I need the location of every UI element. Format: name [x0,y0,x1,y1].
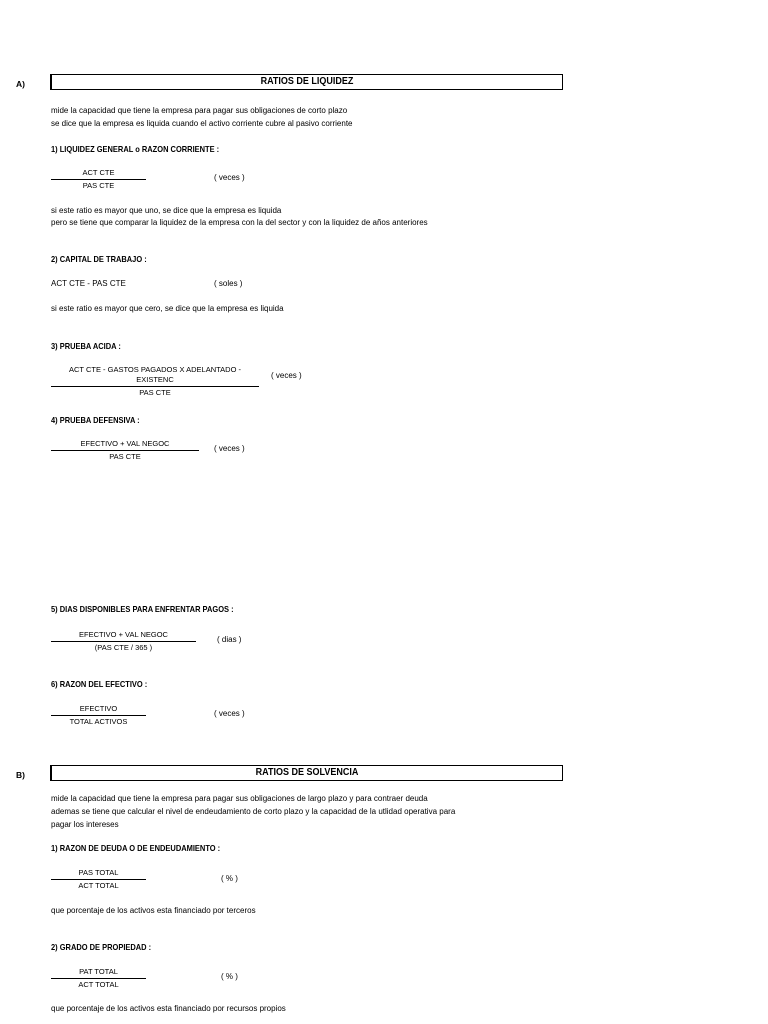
fraction-denominator: PAS CTE [109,452,141,461]
ratio-unit: ( % ) [221,874,238,883]
fraction-numerator: ACT CTE - GASTOS PAGADOS X ADELANTADO - EXISTENC [51,365,259,387]
ratio-heading: 5) DIAS DISPONIBLES PARA ENFRENTAR PAGOS : [51,604,234,614]
ratio-heading: 1) RAZON DE DEUDA O DE ENDEUDAMIENTO : [51,843,221,853]
ratio-unit: ( veces ) [271,371,302,380]
intro-line: mide la capacidad que tiene la empresa para pagar sus obligaciones de largo plazo y para contraer deuda [51,794,428,803]
ratio-fraction [51,168,146,191]
ratio-unit: ( % ) [221,972,238,981]
ratio-unit: ( soles ) [214,279,243,288]
ratio-heading: 1) LIQUIDEZ GENERAL o RAZON CORRIENTE : [51,144,220,154]
ratio-heading: 6) RAZON DEL EFECTIVO : [51,679,148,689]
fraction-denominator: TOTAL ACTIVOS [69,717,128,726]
ratio-heading: 2) CAPITAL DE TRABAJO : [51,254,147,264]
ratio-heading: 2) GRADO DE PROPIEDAD : [51,942,152,952]
fraction-denominator: ACT TOTAL [78,881,119,890]
ratio-note: pero se tiene que comparar la liquidez de la empresa con la del sector y con la liquidez de años anteriores [51,218,428,227]
fraction-denominator: ACT TOTAL [78,980,119,989]
intro-line: mide la capacidad que tiene la empresa para pagar sus obligaciones de corto plazo [51,106,348,115]
section-title-solvencia: RATIOS DE SOLVENCIA [255,767,359,778]
fraction-denominator: PAS CTE [82,181,115,190]
section-letter-b: B) [16,770,25,780]
fraction-numerator: PAT TOTAL [51,967,146,979]
fraction-numerator: EFECTIVO + VAL NEGOC [51,439,199,451]
ratio-unit: ( veces ) [214,444,245,453]
ratio-fraction [51,439,199,462]
fraction-denominator: (PAS CTE / 365 ) [94,643,153,652]
ratio-note: que porcentaje de los activos esta financiado por terceros [51,906,256,915]
ratio-fraction [51,365,259,398]
ratio-note: si este ratio es mayor que cero, se dice que la empresa es liquida [51,304,284,313]
intro-line: ademas se tiene que calcular el nivel de endeudamiento de corto plazo y la capacidad de la utlidad operativa para [51,807,456,816]
ratio-unit: ( veces ) [214,709,245,718]
ratio-note: que porcentaje de los activos esta financiado por recursos propios [51,1004,286,1013]
intro-line: pagar los intereses [51,820,119,829]
ratio-fraction [51,967,146,990]
fraction-numerator: PAS TOTAL [51,868,146,880]
ratio-heading: 4) PRUEBA DEFENSIVA : [51,415,140,425]
ratio-fraction [51,704,146,727]
fraction-numerator: EFECTIVO [51,704,146,716]
section-title-box-liquidez [50,74,563,90]
fraction-denominator: PAS CTE [139,388,171,397]
ratio-formula: ACT CTE - PAS CTE [51,279,126,288]
ratio-note: si este ratio es mayor que uno, se dice que la empresa es liquida [51,206,282,215]
ratio-heading: 3) PRUEBA ACIDA : [51,341,121,351]
ratio-fraction [51,630,196,653]
intro-line: se dice que la empresa es liquida cuando el activo corriente cubre al pasivo corriente [51,119,353,128]
section-title-box-solvencia [50,765,563,781]
ratio-unit: ( veces ) [214,173,245,182]
fraction-numerator: EFECTIVO + VAL NEGOC [51,630,196,642]
ratio-unit: ( dias ) [217,635,242,644]
section-title-liquidez: RATIOS DE LIQUIDEZ [260,76,354,87]
fraction-numerator: ACT CTE [51,168,146,180]
ratio-fraction [51,868,146,891]
section-letter-a: A) [16,79,25,89]
